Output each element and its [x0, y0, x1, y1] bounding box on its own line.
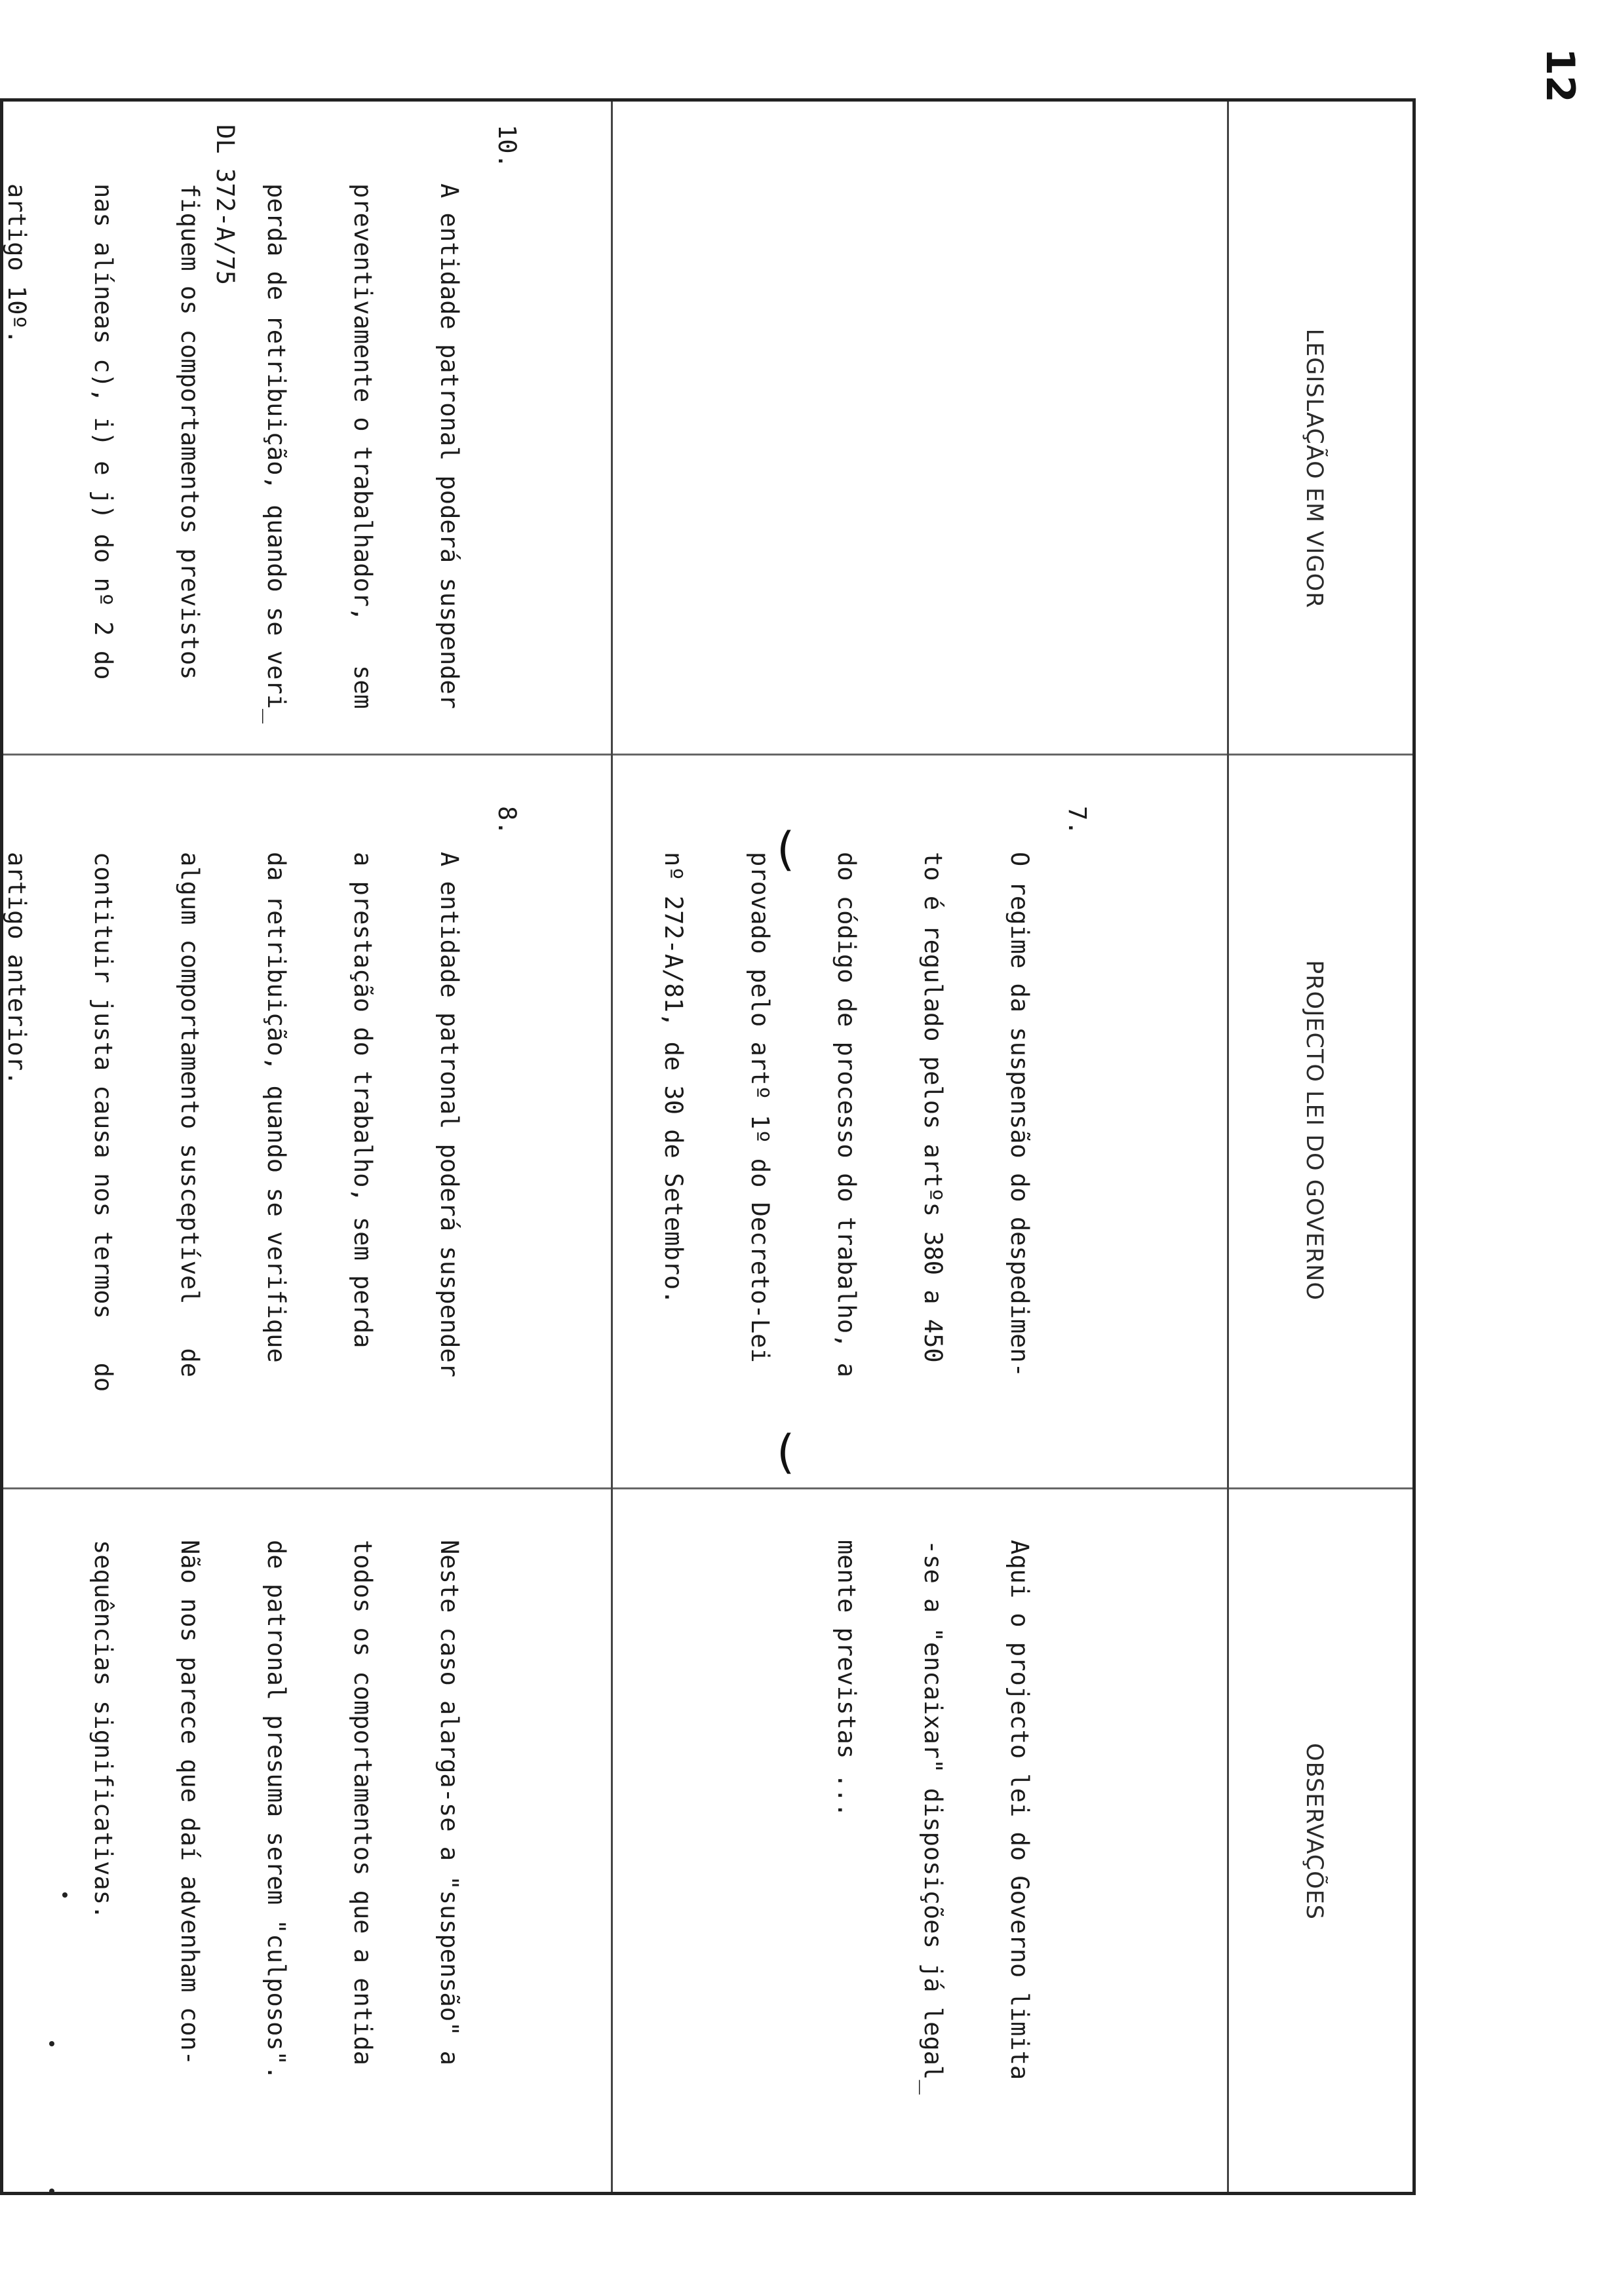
text-line: algum comportamento susceptível de	[176, 852, 204, 1377]
text-line: da retribuição, quando se verifique	[262, 852, 290, 1363]
item-number: 8.	[493, 806, 521, 835]
text-line: a prestação do trabalho, sem perda	[349, 852, 377, 1349]
text-line: A entidade patronal poderá suspender	[435, 183, 463, 709]
legislacao-paragraph-10	[0, 183, 521, 723]
text-line: Neste caso alarga-se a "suspensão" a	[435, 1540, 463, 2065]
text-line: Aqui o projecto lei do Governo limita	[1005, 1540, 1034, 2080]
bracket-mark: (	[777, 822, 795, 876]
item-number: 10.	[493, 124, 521, 168]
text-line: O regime da suspensão do despedimen-	[1005, 852, 1034, 1377]
text-line: provado pelo artº 1º do Decreto-Lei	[746, 852, 774, 1363]
legal-reference: DL 372-A/75	[211, 124, 239, 286]
text-line: fiquem os comportamentos previstos	[176, 183, 204, 680]
comparison-table	[0, 98, 1416, 2195]
observacoes-paragraph-1	[774, 1540, 1091, 2094]
page-number: 12	[1536, 48, 1583, 103]
item-number: 7.	[1063, 806, 1091, 835]
text-line: to é regulado pelos artºs 380 a 450	[919, 852, 947, 1363]
column-divider	[3, 754, 1412, 756]
text-line: artigo anterior.	[3, 852, 31, 1086]
header-legislacao: LEGISLAÇÃO EM VIGOR	[1301, 328, 1327, 609]
text-line: nas alíneas c), i) e j) do nº 2 do	[89, 183, 117, 680]
text-line: nº 272-A/81, de 30 de Setembro.	[659, 852, 688, 1305]
text-line: artigo 10º.	[3, 183, 31, 345]
text-line: -se a "encaixar" disposições já legal_	[919, 1540, 947, 2095]
text-line: A entidade patronal poderá suspender	[435, 852, 463, 1377]
header-projecto: PROJECTO LEI DO GOVERNO	[1301, 960, 1327, 1301]
text-line: contituir justa causa nos termos do	[89, 852, 117, 1392]
text-line: preventivamente o trabalhador, sem	[349, 183, 377, 709]
projecto-paragraph-7	[601, 852, 1091, 1377]
text-line: sequências significativas.	[89, 1540, 117, 1920]
header-observacoes: OBSERVAÇÕES	[1301, 1742, 1327, 1921]
text-line: de patronal presuma serem "culposos".	[262, 1540, 290, 2080]
text-line: do código de processo do trabalho, a	[832, 852, 861, 1377]
text-line: Não nos parece que daí advenham con-	[176, 1540, 204, 2065]
text-line: mente previstas ...	[832, 1540, 861, 1818]
observacoes-paragraph-2	[31, 1540, 521, 2080]
rotated-page	[0, 98, 1416, 2195]
header-divider	[1227, 102, 1229, 2192]
bracket-mark: (	[777, 1425, 795, 1479]
text-line: todos os comportamentos que a entida	[349, 1540, 377, 2065]
column-divider	[3, 1487, 1412, 1489]
text-line: perda de retribuição, quando se veri_	[262, 183, 290, 724]
projecto-paragraph-8	[0, 852, 521, 1392]
